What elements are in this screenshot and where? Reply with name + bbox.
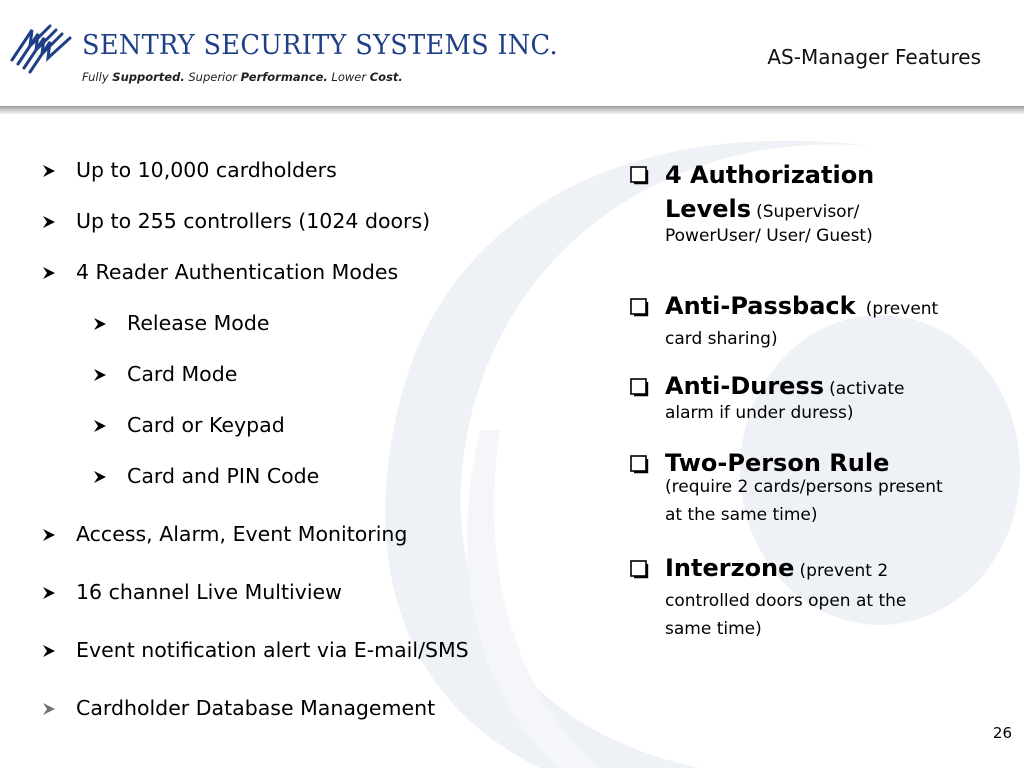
page-number: 26 <box>992 724 1012 742</box>
list-item: 4 Reader Authentication Modes <box>42 260 398 284</box>
slide-title: AS-Manager Features <box>767 45 981 69</box>
list-item: Card or Keypad <box>93 413 285 437</box>
list-item: Up to 10,000 cardholders <box>42 158 337 182</box>
arrow-bullet-icon <box>42 528 56 542</box>
list-item: Up to 255 controllers (1024 doors) <box>42 209 430 233</box>
list-item: Event notification alert via E-mail/SMS <box>42 638 469 662</box>
arrow-bullet-icon <box>42 702 56 716</box>
checkbox-bullet-icon <box>630 560 649 579</box>
checkbox-bullet-icon <box>630 455 649 474</box>
arrow-bullet-icon <box>42 266 56 280</box>
checkbox-bullet-icon <box>630 166 649 185</box>
list-item: Release Mode <box>93 311 269 335</box>
checkbox-bullet-icon <box>630 378 649 397</box>
list-item: Access, Alarm, Event Monitoring <box>42 522 407 546</box>
company-tagline: Fully Supported. Superior Performance. Lower Cost. <box>82 70 403 84</box>
arrow-bullet-icon <box>42 586 56 600</box>
arrow-bullet-icon <box>93 368 107 382</box>
checkbox-bullet-icon <box>630 298 649 317</box>
company-name: SENTRY SECURITY SYSTEMS INC. <box>82 30 558 61</box>
header-divider <box>0 106 1024 114</box>
arrow-bullet-icon <box>93 317 107 331</box>
arrow-bullet-icon <box>42 215 56 229</box>
list-item: Card Mode <box>93 362 237 386</box>
arrow-bullet-icon <box>93 470 107 484</box>
header <box>0 0 1024 106</box>
arrow-bullet-icon <box>93 419 107 433</box>
list-item: Card and PIN Code <box>93 464 319 488</box>
list-item: Cardholder Database Management <box>42 696 435 720</box>
list-item: 16 channel Live Multiview <box>42 580 342 604</box>
arrow-bullet-icon <box>42 164 56 178</box>
company-logo-icon <box>10 20 74 84</box>
arrow-bullet-icon <box>42 644 56 658</box>
